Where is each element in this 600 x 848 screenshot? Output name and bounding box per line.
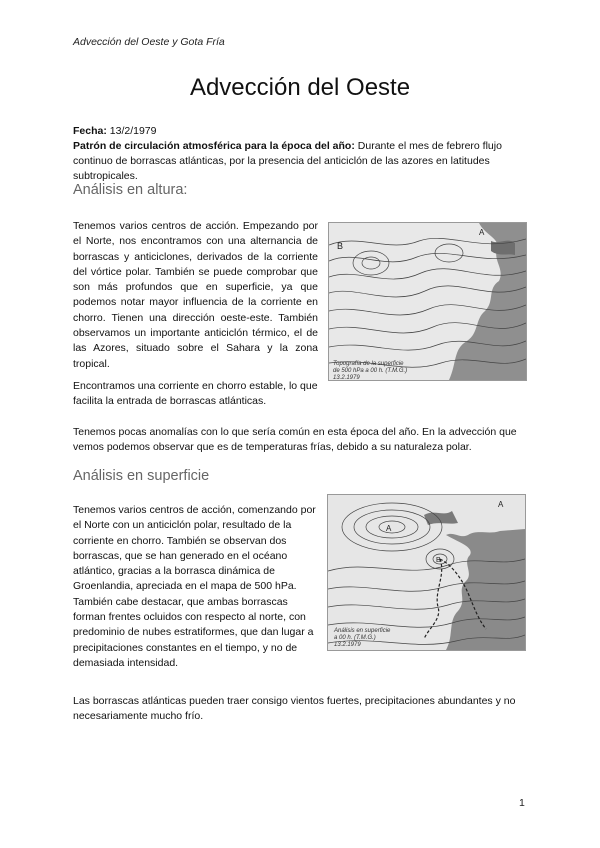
heading-analisis-superficie: Análisis en superficie [73, 468, 210, 484]
svg-text:A: A [479, 228, 485, 237]
surface-map-caption-line-3: 13.2.1979 [334, 642, 361, 648]
surface-map-caption-line-1: Análisis en superficie [334, 628, 391, 634]
running-header: Advección del Oeste y Gota Fría [73, 36, 225, 48]
superficie-paragraph-1: Tenemos varios centros de acción, comenzando por el Norte con un anticiclón polar, resultado de la corriente en chorro. También se observan dos borrascas, que se han generado en el océano atlántico, gracias a la borrasca dinámica de Groenlandia, apreciada en el mapa de 500 hPa. También cabe destacar, que ambas borrascas forman frentes ocluidos con respecto al norte, con predominio de nubes estratiformes, que dan lugar a precipitaciones constantes en el tiempo, y no de demasiada intensidad. [73, 504, 316, 669]
svg-text:A: A [386, 524, 392, 533]
map-500hpa-caption [333, 361, 407, 382]
surface-map-caption-line-2: a 00 h. (T.M.G.) [334, 635, 376, 641]
altura-paragraph-1: Tenemos varios centros de acción. Empezando por el Norte, nos encontramos con una alternancia de borrascas y anticiclones, derivados de la corriente del vórtice polar. También se puede comprobar que son más profundos que en superficie, ya que podemos notar mayor influencia de la corriente en chorro. Tienen una dirección oeste-este. También observamos un importante anticiclón térmico, el de las Azores, situado sobre el Sahara y la zona tropical. [73, 220, 318, 370]
svg-text:B: B [436, 557, 441, 564]
altura-paragraph-3: Tenemos pocas anomalías con lo que sería común en esta época del año. En la advección que vemos podemos observar que es de temperaturas frías, debido a su naturaleza polar. [73, 426, 517, 454]
map-500hpa-figure [328, 222, 527, 381]
map-500hpa-caption-line-1: Topografía de la superficie [333, 361, 404, 367]
surface-map-image [328, 495, 525, 650]
surface-map-caption [334, 628, 390, 649]
superficie-paragraph-2: Las borrascas atlánticas pueden traer consigo vientos fuertes, precipitaciones abundantes y no necesariamente mucho frío. [73, 695, 516, 723]
date-value: 13/2/1979 [109, 125, 157, 137]
svg-text:A: A [498, 500, 504, 509]
pattern-label: Patrón de circulación atmosférica para la época del año: [73, 140, 355, 152]
map-500hpa-image [329, 223, 526, 380]
map-500hpa-caption-line-2: de 500 hPa a 00 h. (T.M.G.) [333, 368, 408, 374]
pattern-text: Durante el mes de febrero flujo continuo de borrascas atlánticas, por la presencia del anticiclón de las azores en latitudes subtropicales. [73, 140, 502, 182]
date-label: Fecha: [73, 125, 107, 137]
map-500hpa-caption-line-3: 13.2.1979 [333, 375, 360, 381]
date-line [73, 124, 528, 139]
pattern-line [73, 139, 528, 184]
document-meta [73, 124, 528, 184]
svg-text:B: B [337, 241, 344, 251]
page-number: 1 [519, 797, 525, 809]
heading-analisis-altura: Análisis en altura: [73, 182, 188, 198]
page-title: Advección del Oeste [189, 74, 411, 101]
altura-paragraph-2: Encontramos una corriente en chorro estable, lo que facilita la entrada de borrascas atlánticas. [73, 380, 318, 408]
